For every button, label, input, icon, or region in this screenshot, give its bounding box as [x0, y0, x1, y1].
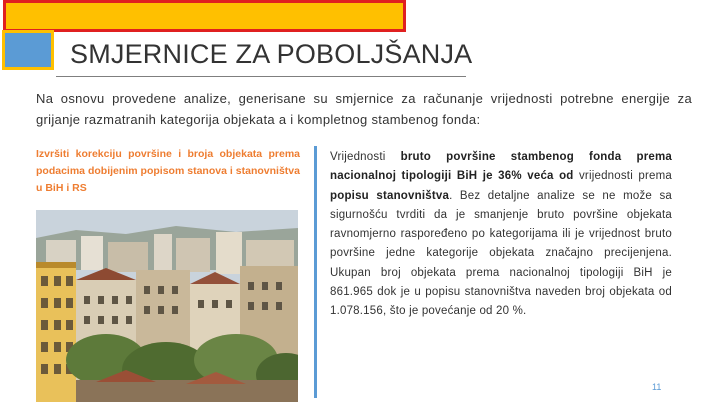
city-photo: [36, 210, 298, 402]
right-text-part3: . Bez detaljne analize se ne može sa sigurnošću tvrditi da je smanjenje bruto površine objekata ravnomjerno raspoređeno po kategorijama ili je vrijednost bruto površine jedne kategorije objekata značajno precijenjena. Ukupan broj objekata prema nacionalnoj tipologiji BiH je 861.965 dok je u popisu stanovništva naveden broj objekata od 1.078.156, što je povećanje od 20 %.: [330, 189, 672, 318]
right-text-part1: Vrijednosti: [330, 151, 401, 163]
column-divider: [314, 146, 317, 398]
right-text-bold2: popisu stanovništva: [330, 189, 450, 202]
slide-title: SMJERNICE ZA POBOLJŠANJA: [70, 39, 473, 69]
title-underline: [56, 76, 466, 77]
right-text-part2: vrijednosti prema: [573, 170, 672, 183]
accent-square: [2, 30, 54, 70]
right-paragraph: [330, 148, 672, 322]
right-text-bold: bruto površine stambenog fonda prema nacionalnoj tipologiji BiH je 36% veća od: [330, 151, 672, 183]
page-number: 11: [652, 382, 662, 392]
intro-paragraph: Na osnovu provedene analize, generisane su smjernice za računanje vrijednosti potrebne energije za grijanje razmatranih kategorija objekata a i kompletnog stambenog fonda:: [36, 91, 692, 127]
header-bar: [3, 0, 406, 32]
left-heading: Izvršiti korekciju površine i broja objekata prema podacima dobijenim popisom stanova i stanovništva u BiH i RS: [36, 148, 300, 194]
